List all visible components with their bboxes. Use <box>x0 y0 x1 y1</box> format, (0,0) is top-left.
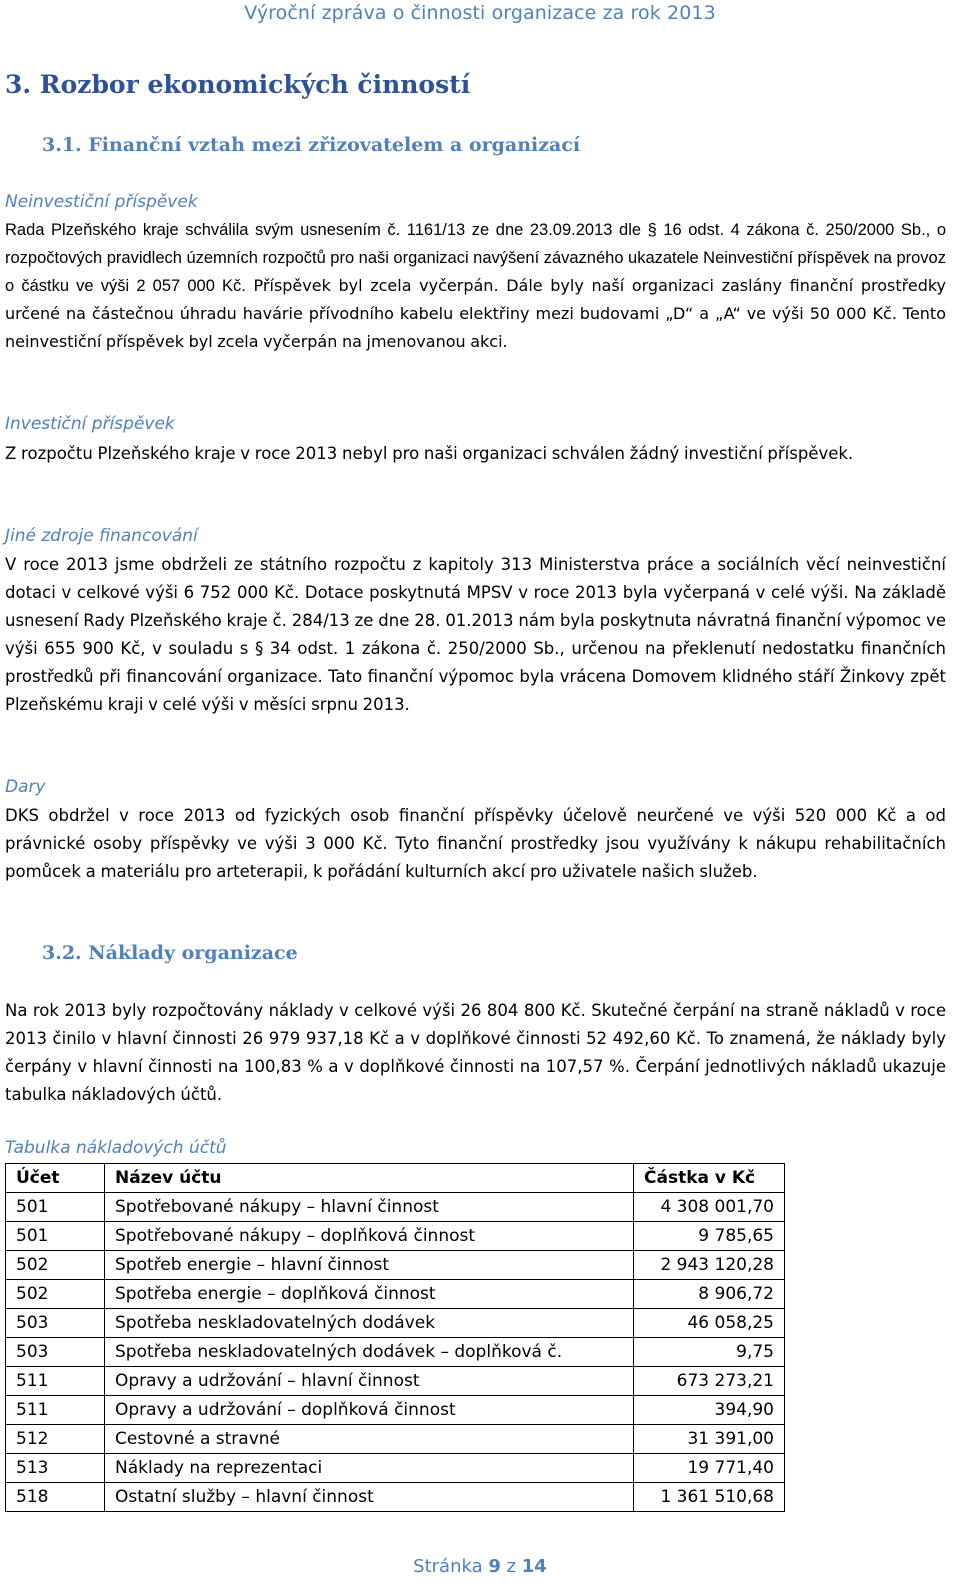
cell-account: 511 <box>6 1367 105 1396</box>
cell-account-name: Spotřeb energie – hlavní činnost <box>105 1251 634 1280</box>
cell-account-name: Ostatní služby – hlavní činnost <box>105 1483 634 1512</box>
page-header: Výroční zpráva o činnosti organizace za rok 2013 <box>244 2 716 24</box>
section-title-investment: Investiční příspěvek <box>5 414 175 434</box>
table-body <box>6 1193 785 1512</box>
cell-account: 502 <box>6 1251 105 1280</box>
cell-amount: 8 906,72 <box>634 1280 785 1309</box>
cell-account: 501 <box>6 1193 105 1222</box>
cell-account: 513 <box>6 1454 105 1483</box>
footer-total-pages: 14 <box>521 1556 547 1577</box>
cell-amount: 2 943 120,28 <box>634 1251 785 1280</box>
table-row <box>6 1280 785 1309</box>
cell-account-name: Cestovné a stravné <box>105 1425 634 1454</box>
cost-accounts-table <box>5 1163 785 1512</box>
table-row <box>6 1193 785 1222</box>
table-row <box>6 1251 785 1280</box>
table-row <box>6 1309 785 1338</box>
footer-page-number: 9 <box>488 1556 501 1577</box>
table-row <box>6 1454 785 1483</box>
cell-amount: 19 771,40 <box>634 1454 785 1483</box>
cell-amount: 673 273,21 <box>634 1367 785 1396</box>
table-row <box>6 1483 785 1512</box>
paragraph-costs: Na rok 2013 byly rozpočtovány náklady v celkové výši 26 804 800 Kč. Skutečné čerpání na straně nákladů v roce 2013 činilo v hlavní činnosti 26 979 937,18 Kč a v doplňkové činnosti 52 492,60 Kč. To znamená, že náklady byly čerpány v hlavní činnosti na 100,83 % a v doplňkové činnosti na 107,57 %. Čerpání jednotlivých nákladů ukazuje tabulka nákladových účtů. <box>5 1001 946 1104</box>
section-title-noninvestment: Neinvestiční příspěvek <box>5 192 198 212</box>
heading-costs: 3.2. Náklady organizace <box>42 942 298 964</box>
cell-account: 503 <box>6 1338 105 1367</box>
table-row <box>6 1396 785 1425</box>
table-header-row <box>6 1164 785 1193</box>
cell-account-name: Spotřebované nákupy – doplňková činnost <box>105 1222 634 1251</box>
header-account: Účet <box>6 1164 105 1193</box>
paragraph-noninvestment <box>5 216 946 356</box>
cell-amount: 9 785,65 <box>634 1222 785 1251</box>
header-amount: Částka v Kč <box>634 1164 785 1193</box>
cell-account: 502 <box>6 1280 105 1309</box>
table-row <box>6 1338 785 1367</box>
footer-of: z <box>500 1556 522 1577</box>
cell-amount: 31 391,00 <box>634 1425 785 1454</box>
cell-account-name: Opravy a udržování – doplňková činnost <box>105 1396 634 1425</box>
table-row <box>6 1367 785 1396</box>
cell-account-name: Spotřeba neskladovatelných dodávek <box>105 1309 634 1338</box>
table-title: Tabulka nákladových účtů <box>5 1138 227 1158</box>
cell-amount: 9,75 <box>634 1338 785 1367</box>
paragraph-investment: Z rozpočtu Plzeňského kraje v roce 2013 nebyl pro naši organizaci schválen žádný investiční příspěvek. <box>5 444 854 463</box>
paragraph-other-sources: V roce 2013 jsme obdrželi ze státního rozpočtu z kapitoly 313 Ministerstva práce a sociálních věcí neinvestiční dotaci v celkové výši 6 752 000 Kč. Dotace poskytnutá MPSV v roce 2013 byla vyčerpaná v celé výši. Na základě usnesení Rady Plzeňského kraje č. 284/13 ze dne 28. 01.2013 nám byla poskytnuta návratná finanční výpomoc ve výši 655 900 Kč, v souladu s § 34 odst. 1 zákona č. 250/2000 Sb., určenou na překlenutí nedostatku finančních prostředků při financování organizace. Tato finanční výpomoc byla vrácena Domovem klidného stáří Žinkovy zpět Plzeňskému kraji v celé výši v měsíci srpnu 2013. <box>5 555 946 714</box>
cell-account-name: Spotřeba energie – doplňková činnost <box>105 1280 634 1309</box>
paragraph-noninvestment-part2: Příspěvek byl zcela vyčerpán. Dále byly naší organizaci zaslány finanční prostředky určené na částečnou úhradu havárie přívodního kabelu elektřiny mezi budovami „D“ a „A“ ve výši 50 000 Kč. Tento neinvestiční příspěvek byl zcela vyčerpán na jmenovanou akci. <box>5 276 947 351</box>
cell-amount: 4 308 001,70 <box>634 1193 785 1222</box>
cell-account: 512 <box>6 1425 105 1454</box>
cell-account-name: Náklady na reprezentaci <box>105 1454 634 1483</box>
cell-account: 518 <box>6 1483 105 1512</box>
cell-amount: 1 361 510,68 <box>634 1483 785 1512</box>
paragraph-noninvestment-part1: Rada Plzeňského kraje schválila svým usnesením č. 1161/13 ze dne 23.09.2013 dle § 16 odst. 4 zákona č. 250/2000 Sb., o rozpočtových pravidlech územních rozpočtů pro naši organizaci navýšení závazného ukazatele Neinvestiční příspěvek na provoz o částku ve výši 2 057 000 Kč. <box>5 221 946 295</box>
section-title-other-sources: Jiné zdroje financování <box>5 526 198 546</box>
cell-account-name: Spotřeba neskladovatelných dodávek – doplňková č. <box>105 1338 634 1367</box>
heading-financial-relation: 3.1. Finanční vztah mezi zřizovatelem a organizací <box>42 134 581 156</box>
cell-amount: 394,90 <box>634 1396 785 1425</box>
cell-account-name: Opravy a udržování – hlavní činnost <box>105 1367 634 1396</box>
footer-prefix: Stránka <box>413 1556 489 1577</box>
paragraph-gifts: DKS obdržel v roce 2013 od fyzických osob finanční příspěvky účelově neurčené ve výši 520 000 Kč a od právnické osoby příspěvky ve výši 3 000 Kč. Tyto finanční prostředky jsou využívány k nákupu rehabilitačních pomůcek a materiálu pro arteterapii, k pořádání kulturních akcí pro uživatele našich služeb. <box>5 806 946 881</box>
header-account-name: Název účtu <box>105 1164 634 1193</box>
table-row <box>6 1222 785 1251</box>
cell-amount: 46 058,25 <box>634 1309 785 1338</box>
section-title-gifts: Dary <box>5 777 46 797</box>
page-footer <box>0 1556 960 1577</box>
cell-account-name: Spotřebované nákupy – hlavní činnost <box>105 1193 634 1222</box>
table-row <box>6 1425 785 1454</box>
cell-account: 511 <box>6 1396 105 1425</box>
cell-account: 501 <box>6 1222 105 1251</box>
heading-economic-analysis: 3. Rozbor ekonomických činností <box>5 70 471 99</box>
cell-account: 503 <box>6 1309 105 1338</box>
